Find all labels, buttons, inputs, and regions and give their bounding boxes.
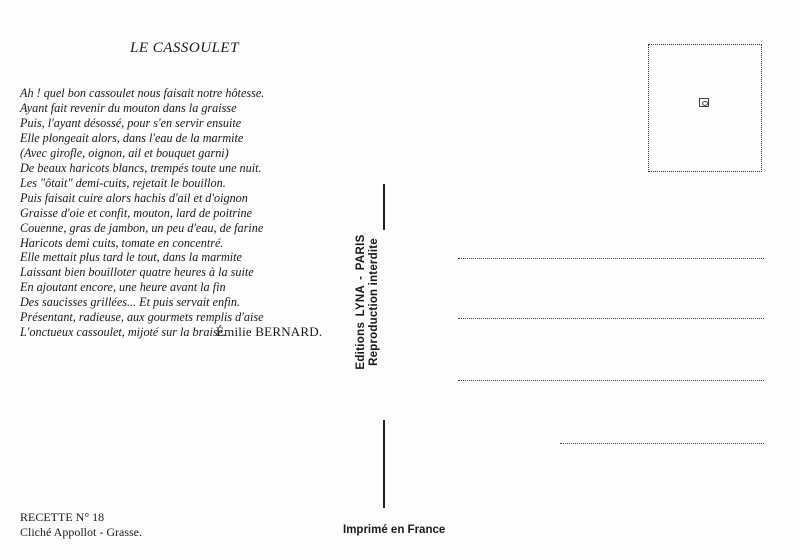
recipe-number: RECETTE N° 18 — [20, 510, 105, 524]
address-line — [458, 258, 764, 259]
poem-line: Haricots demi cuits, tomate en concentré. — [20, 235, 224, 250]
poem-line: Elle plongeait alors, dans l'eau de la marmite — [20, 130, 244, 145]
poem-line: Ayant fait revenir du mouton dans la graisse — [20, 100, 237, 115]
poem-line: L'onctueux cassoulet, mijoté sur la braise. — [20, 325, 227, 340]
poem-line: Couenne, gras de jambon, un peu d'eau, de farine — [20, 220, 264, 235]
poem-line: Elle mettait plus tard le tout, dans la marmite — [20, 250, 242, 265]
poem-line: Graisse d'oie et confit, mouton, lard de poitrine — [20, 205, 253, 220]
poem-line: (Avec girofle, oignon, ail et bouquet garni) — [20, 145, 229, 160]
poem-line: Laissant bien bouilloter quatre heures à la suite — [20, 265, 254, 280]
poem-author: Émilie BERNARD. — [216, 324, 323, 339]
postage-mark-icon — [699, 98, 709, 107]
address-line — [560, 443, 764, 444]
poem-line: Puis, l'ayant désossé, pour s'en servir ensuite — [20, 115, 242, 130]
reproduction-notice: Reproduction interdite — [368, 238, 380, 366]
poem-title: LE CASSOULET — [130, 40, 239, 56]
poem-line: Les "ôtait" demi-cuits, rejetait le bouillon. — [20, 175, 226, 190]
poem-line: En ajoutant encore, une heure avant la fin — [20, 280, 226, 295]
stamp-box — [648, 44, 762, 172]
publisher-vertical-text — [355, 222, 415, 382]
photo-credit: Cliché Appollot - Grasse. — [20, 525, 142, 539]
publisher-name: Editions LYNA - PARIS — [355, 234, 367, 370]
poem-line: Ah ! quel bon cassoulet nous faisait notre hôtesse. — [20, 86, 265, 100]
poem-line: De beaux haricots blancs, trempés toute une nuit. — [20, 160, 262, 175]
poem-text — [20, 86, 360, 340]
address-line — [458, 380, 764, 381]
poem-line: Des saucisses grillées... Et puis servait enfin. — [20, 295, 241, 310]
center-divider-bottom — [383, 420, 385, 508]
address-line — [458, 318, 764, 319]
recipe-info — [20, 510, 142, 540]
poem-line: Présentant, radieuse, aux gourmets remplis d'aise — [20, 310, 264, 325]
poem-line: Puis faisait cuire alors hachis d'ail et d'oignon — [20, 190, 248, 205]
printed-in: Imprimé en France — [343, 524, 446, 536]
